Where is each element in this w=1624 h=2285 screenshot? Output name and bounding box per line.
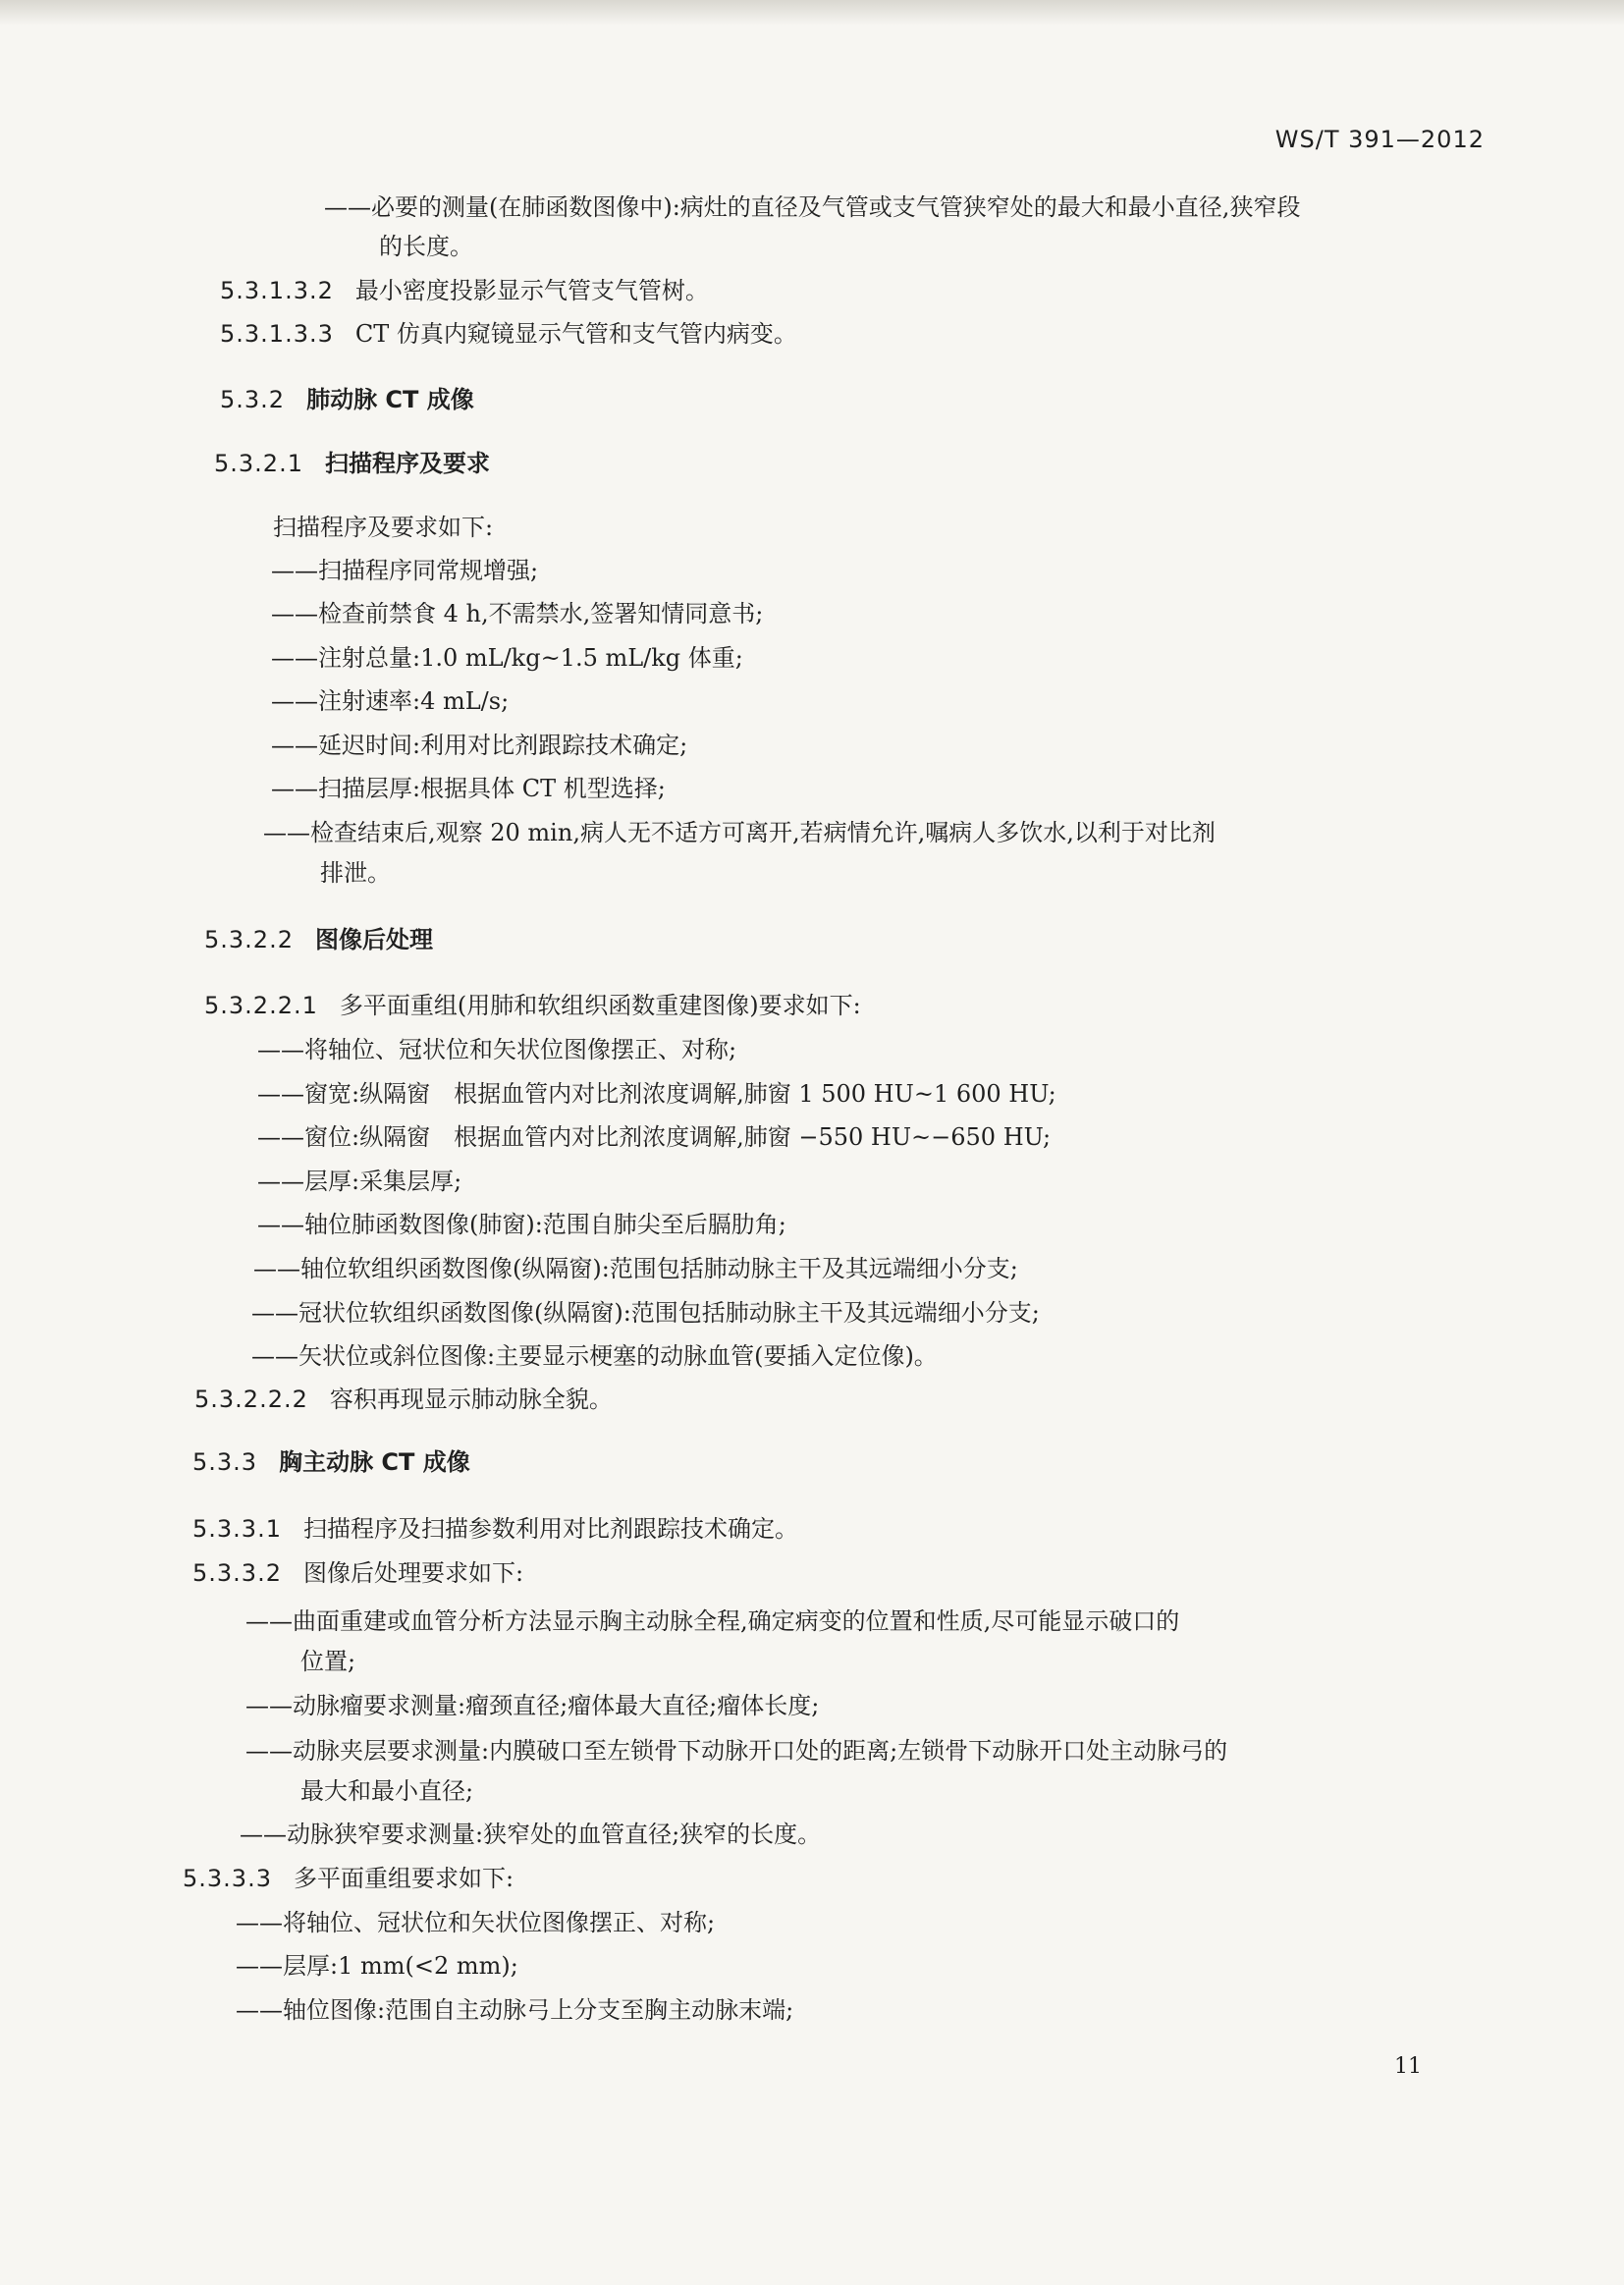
standard-code: WS/T 391—2012	[1274, 126, 1485, 153]
list-item: ——动脉瘤要求测量:瘤颈直径;瘤体最大直径;瘤体长度;	[245, 1692, 820, 1719]
text-line: ——必要的测量(在肺函数图像中):病灶的直径及气管或支气管狭窄处的最大和最小直径,狭窄段	[324, 193, 1301, 221]
clause-5-3-3-2: 5.3.3.2 图像后处理要求如下:	[192, 1559, 524, 1587]
clause-5-3-2-2-1: 5.3.2.2.1 多平面重组(用肺和软组织函数重建图像)要求如下:	[204, 992, 861, 1019]
clause-5-3-2-2-2: 5.3.2.2.2 容积再现显示肺动脉全貌。	[194, 1386, 613, 1413]
list-item: ——轴位软组织函数图像(纵隔窗):范围包括肺动脉主干及其远端细小分支;	[253, 1255, 1018, 1282]
clause-5-3-1-3-3: 5.3.1.3.3 CT 仿真内窥镜显示气管和支气管内病变。	[220, 320, 797, 348]
list-item: ——扫描程序同常规增强;	[271, 557, 539, 584]
list-item: ——动脉夹层要求测量:内膜破口至左锁骨下动脉开口处的距离;左锁骨下动脉开口处主动脉弓的	[245, 1737, 1228, 1765]
scan-shadow	[0, 0, 1624, 26]
list-item: ——曲面重建或血管分析方法显示胸主动脉全程,确定病变的位置和性质,尽可能显示破口的	[245, 1607, 1180, 1635]
list-item: ——冠状位软组织函数图像(纵隔窗):范围包括肺动脉主干及其远端细小分支;	[251, 1299, 1040, 1327]
list-item: ——层厚:采集层厚;	[257, 1168, 462, 1195]
text-line: 扫描程序及要求如下:	[273, 514, 494, 541]
list-item: ——将轴位、冠状位和矢状位图像摆正、对称;	[257, 1036, 737, 1063]
text-line: 最大和最小直径;	[300, 1777, 474, 1805]
list-item: ——检查前禁食 4 h,不需禁水,签署知情同意书;	[271, 600, 764, 627]
list-item: ——注射总量:1.0 mL/kg~1.5 mL/kg 体重;	[271, 644, 743, 672]
list-item: ——窗宽:纵隔窗 根据血管内对比剂浓度调解,肺窗 1 500 HU~1 600 HU;	[257, 1080, 1056, 1108]
list-item: ——检查结束后,观察 20 min,病人无不适方可离开,若病情允许,嘱病人多饮水,以利于对比剂	[263, 819, 1216, 846]
clause-5-3-3-1: 5.3.3.1 扫描程序及扫描参数利用对比剂跟踪技术确定。	[192, 1515, 798, 1543]
clause-5-3-1-3-2: 5.3.1.3.2 最小密度投影显示气管支气管树。	[220, 277, 709, 304]
section-heading-5-3-3: 5.3.3 胸主动脉 CT 成像	[192, 1448, 470, 1476]
text-line: 位置;	[300, 1648, 356, 1675]
section-heading-5-3-2: 5.3.2 肺动脉 CT 成像	[220, 386, 474, 413]
list-item: ——层厚:1 mm(<2 mm);	[236, 1952, 518, 1980]
list-item: ——窗位:纵隔窗 根据血管内对比剂浓度调解,肺窗 −550 HU~−650 HU;	[257, 1123, 1052, 1151]
list-item: ——延迟时间:利用对比剂跟踪技术确定;	[271, 732, 688, 759]
list-item: ——扫描层厚:根据具体 CT 机型选择;	[271, 775, 666, 802]
list-item: ——轴位图像:范围自主动脉弓上分支至胸主动脉末端;	[236, 1996, 794, 2024]
text-line: 的长度。	[379, 233, 473, 260]
list-item: ——将轴位、冠状位和矢状位图像摆正、对称;	[236, 1909, 716, 1936]
list-item: ——动脉狭窄要求测量:狭窄处的血管直径;狭窄的长度。	[240, 1821, 822, 1848]
page-number: 11	[1394, 2054, 1422, 2079]
text-line: 排泄。	[320, 859, 391, 887]
list-item: ——轴位肺函数图像(肺窗):范围自肺尖至后膈肋角;	[257, 1211, 786, 1238]
section-heading-5-3-2-1: 5.3.2.1 扫描程序及要求	[214, 450, 490, 477]
section-heading-5-3-2-2: 5.3.2.2 图像后处理	[204, 926, 433, 953]
clause-5-3-3-3: 5.3.3.3 多平面重组要求如下:	[183, 1865, 514, 1892]
list-item: ——注射速率:4 mL/s;	[271, 687, 510, 715]
list-item: ——矢状位或斜位图像:主要显示梗塞的动脉血管(要插入定位像)。	[251, 1342, 938, 1370]
